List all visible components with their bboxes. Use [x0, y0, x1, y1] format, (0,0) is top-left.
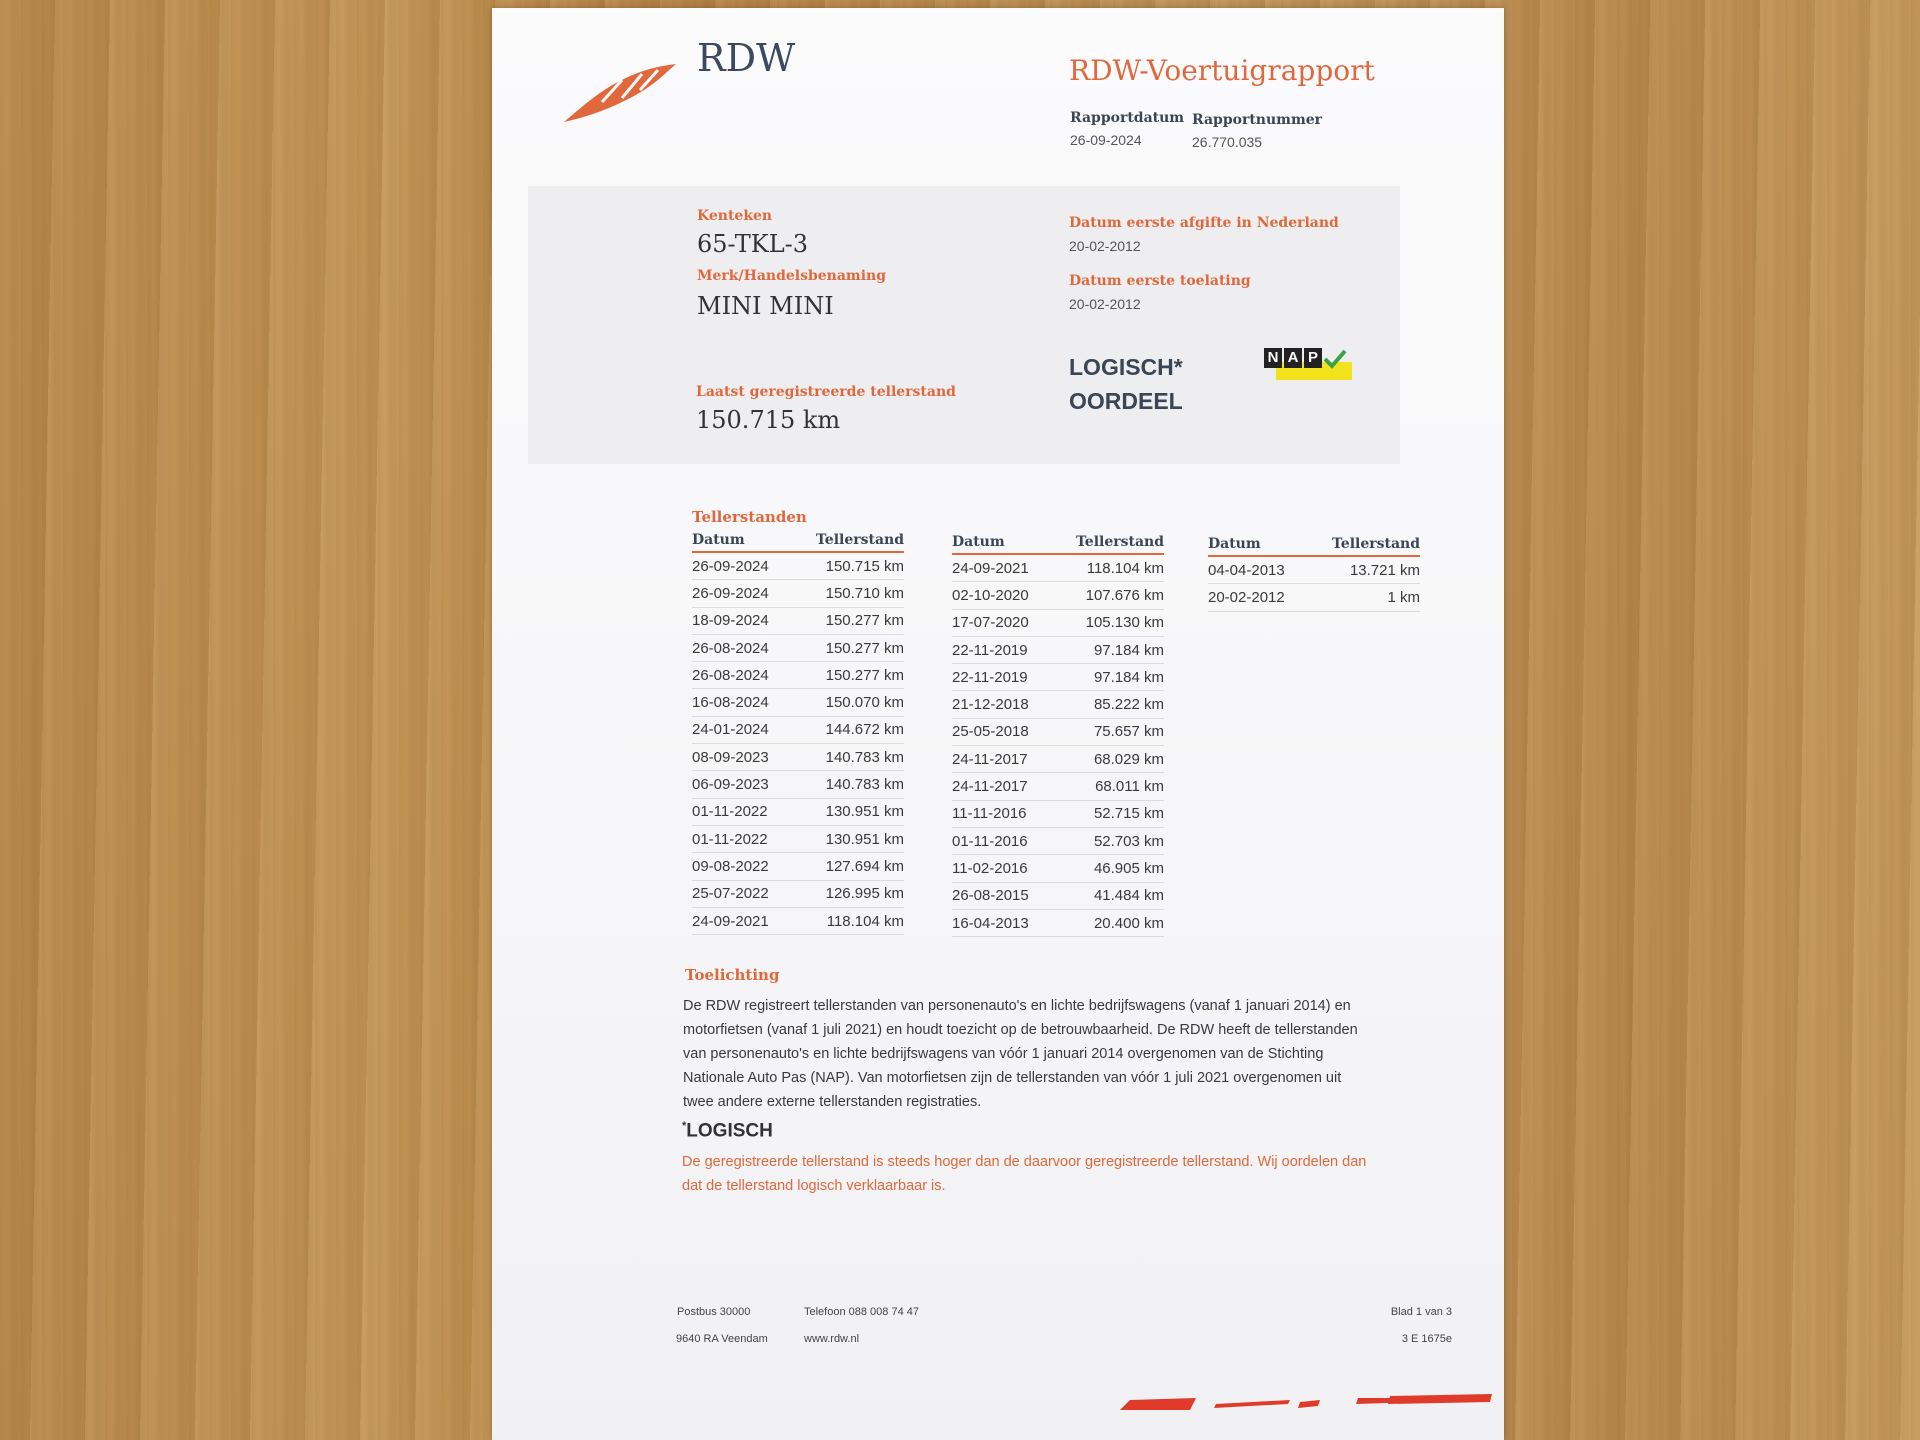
tellerstand-row	[952, 909, 1164, 936]
row-datum: 08-09-2023	[692, 744, 791, 771]
row-tellerstand: 150.277 km	[791, 607, 904, 634]
tellerstand-label: Laatst geregistreerde tellerstand	[696, 384, 956, 400]
row-tellerstand: 130.951 km	[791, 798, 904, 825]
row-tellerstand: 140.783 km	[791, 771, 904, 798]
merk-label: Merk/Handelsbenaming	[697, 268, 887, 284]
logisch-star: *	[682, 1120, 687, 1132]
footer-blad: Blad 1 van 3	[1390, 1306, 1452, 1318]
row-tellerstand: 118.104 km	[791, 907, 904, 934]
rapportdatum-label: Rapportdatum	[1070, 110, 1185, 126]
merk-value: MINI MINI	[697, 292, 834, 320]
row-tellerstand: 130.951 km	[791, 825, 904, 852]
tellerstand-row	[952, 664, 1164, 691]
tellerstand-row	[692, 607, 904, 634]
row-tellerstand: 46.905 km	[1051, 855, 1164, 882]
tellerstand-row	[952, 827, 1164, 854]
tellerstanden-table-2	[952, 534, 1164, 937]
logisch-title: LOGISCH	[686, 1120, 773, 1142]
row-datum: 02-10-2020	[952, 582, 1051, 609]
row-tellerstand: 68.011 km	[1051, 773, 1164, 800]
rapportnummer-value: 26.770.035	[1192, 134, 1263, 150]
rdw-logo-icon	[562, 58, 682, 128]
row-datum: 26-08-2024	[692, 634, 791, 661]
tellerstand-row	[692, 853, 904, 880]
tellerstand-row	[952, 636, 1164, 663]
col-datum-header: Datum	[692, 532, 791, 552]
tellerstanden-title: Tellerstanden	[692, 508, 807, 526]
decorative-stripes	[1120, 1392, 1500, 1412]
toelating-value: 20-02-2012	[1069, 296, 1141, 312]
col-tellerstand-header: Tellerstand	[1307, 536, 1420, 556]
row-tellerstand: 41.484 km	[1051, 882, 1164, 909]
oordeel-line-2: OORDEEL	[1069, 388, 1183, 414]
row-datum: 24-09-2021	[692, 907, 791, 934]
tellerstand-row	[692, 634, 904, 661]
kenteken-label: Kenteken	[697, 208, 773, 224]
tellerstand-row	[952, 582, 1164, 609]
row-tellerstand: 97.184 km	[1051, 664, 1164, 691]
row-datum: 26-08-2024	[692, 662, 791, 689]
tellerstand-row	[952, 554, 1164, 582]
footer-plaats: 9640 RA Veendam	[676, 1333, 768, 1345]
nap-badge	[1264, 348, 1352, 382]
logisch-heading	[682, 1120, 773, 1142]
tellerstand-row	[952, 773, 1164, 800]
row-datum: 24-01-2024	[692, 716, 791, 743]
row-datum: 09-08-2022	[692, 853, 791, 880]
row-tellerstand: 1 km	[1307, 584, 1420, 611]
row-datum: 26-08-2015	[952, 882, 1051, 909]
toelichting-line: motorfietsen (vanaf 1 juli 2021) en houdt toezicht op de betrouwbaarheid. De RDW heeft de tellerstanden	[683, 1022, 1358, 1038]
row-tellerstand: 140.783 km	[791, 744, 904, 771]
toelichting-title: Toelichting	[685, 966, 780, 984]
report-title: RDW-Voertuigrapport	[1069, 54, 1375, 87]
logo-text: RDW	[697, 36, 796, 80]
row-tellerstand: 20.400 km	[1051, 909, 1164, 936]
row-datum: 11-11-2016	[952, 800, 1051, 827]
tellerstand-row	[692, 744, 904, 771]
row-datum: 22-11-2019	[952, 636, 1051, 663]
footer-postbus: Postbus 30000	[677, 1306, 751, 1318]
logisch-text	[682, 1150, 1482, 1198]
row-tellerstand: 126.995 km	[791, 880, 904, 907]
row-tellerstand: 144.672 km	[791, 716, 904, 743]
tellerstand-row	[692, 798, 904, 825]
col-tellerstand-header: Tellerstand	[791, 532, 904, 552]
row-datum: 04-04-2013	[1208, 556, 1307, 584]
row-datum: 26-09-2024	[692, 552, 791, 580]
row-tellerstand: 150.715 km	[791, 552, 904, 580]
row-datum: 22-11-2019	[952, 664, 1051, 691]
rapportnummer-label: Rapportnummer	[1192, 112, 1323, 128]
report-page	[492, 8, 1504, 1440]
tellerstand-row	[692, 880, 904, 907]
tellerstand-row	[692, 689, 904, 716]
row-datum: 11-02-2016	[952, 855, 1051, 882]
nap-letter: A	[1284, 348, 1302, 368]
col-datum-header: Datum	[952, 534, 1051, 554]
row-datum: 01-11-2022	[692, 798, 791, 825]
toelichting-text	[683, 994, 1483, 1114]
tellerstand-row	[692, 552, 904, 580]
row-datum: 25-07-2022	[692, 880, 791, 907]
row-tellerstand: 107.676 km	[1051, 582, 1164, 609]
row-tellerstand: 85.222 km	[1051, 691, 1164, 718]
row-datum: 26-09-2024	[692, 580, 791, 607]
row-tellerstand: 75.657 km	[1051, 718, 1164, 745]
row-datum: 18-09-2024	[692, 607, 791, 634]
tellerstanden-table-3	[1208, 536, 1420, 612]
row-datum: 06-09-2023	[692, 771, 791, 798]
row-tellerstand: 105.130 km	[1051, 609, 1164, 636]
tellerstanden-table-1	[692, 532, 904, 935]
row-tellerstand: 52.703 km	[1051, 827, 1164, 854]
logisch-line: De geregistreerde tellerstand is steeds hoger dan de daarvoor geregistreerde tellerstand. Wij oordelen dan	[682, 1154, 1367, 1170]
footer-telefoon: Telefoon 088 008 74 47	[804, 1306, 919, 1318]
tellerstand-value: 150.715 km	[696, 406, 841, 434]
kenteken-value: 65-TKL-3	[697, 230, 809, 258]
row-tellerstand: 150.277 km	[791, 662, 904, 689]
logisch-line: dat de tellerstand logisch verklaarbaar is.	[682, 1178, 946, 1194]
oordeel-line-1: LOGISCH*	[1069, 354, 1183, 380]
col-tellerstand-header: Tellerstand	[1051, 534, 1164, 554]
row-tellerstand: 150.070 km	[791, 689, 904, 716]
toelichting-line: Nationale Auto Pas (NAP). Van motorfietsen zijn de tellerstanden van vóór 1 juli 2021 overgenomen uit	[683, 1070, 1342, 1086]
toelichting-line: twee andere externe tellerstanden registraties.	[683, 1094, 982, 1110]
footer-code: 3 E 1675e	[1401, 1333, 1452, 1345]
tellerstand-row	[952, 882, 1164, 909]
row-datum: 25-05-2018	[952, 718, 1051, 745]
row-tellerstand: 13.721 km	[1307, 556, 1420, 584]
row-tellerstand: 68.029 km	[1051, 746, 1164, 773]
tellerstand-row	[1208, 584, 1420, 611]
row-datum: 21-12-2018	[952, 691, 1051, 718]
tellerstand-row	[952, 609, 1164, 636]
toelichting-line: van personenauto's en lichte bedrijfswagens van vóór 1 januari 2014 overgenomen van de Stichting	[683, 1046, 1324, 1062]
row-tellerstand: 150.710 km	[791, 580, 904, 607]
tellerstand-row	[952, 718, 1164, 745]
row-datum: 20-02-2012	[1208, 584, 1307, 611]
toelating-label: Datum eerste toelating	[1069, 273, 1251, 289]
row-datum: 24-09-2021	[952, 554, 1051, 582]
row-datum: 24-11-2017	[952, 746, 1051, 773]
checkmark-icon	[1322, 348, 1348, 370]
tellerstand-row	[952, 800, 1164, 827]
row-datum: 01-11-2016	[952, 827, 1051, 854]
tellerstand-row	[692, 580, 904, 607]
row-tellerstand: 97.184 km	[1051, 636, 1164, 663]
tellerstand-row	[692, 662, 904, 689]
tellerstand-row	[952, 691, 1164, 718]
row-datum: 16-04-2013	[952, 909, 1051, 936]
oordeel-block	[1069, 350, 1183, 418]
tellerstand-row	[692, 907, 904, 934]
row-datum: 17-07-2020	[952, 609, 1051, 636]
afgifte-value: 20-02-2012	[1069, 238, 1141, 254]
row-tellerstand: 118.104 km	[1051, 554, 1164, 582]
tellerstand-row	[692, 771, 904, 798]
footer-website[interactable]: www.rdw.nl	[804, 1333, 860, 1345]
row-tellerstand: 127.694 km	[791, 853, 904, 880]
row-datum: 16-08-2024	[692, 689, 791, 716]
nap-letter: P	[1304, 348, 1322, 368]
row-datum: 01-11-2022	[692, 825, 791, 852]
tellerstand-row	[952, 746, 1164, 773]
tellerstand-row	[1208, 556, 1420, 584]
nap-letter: N	[1264, 348, 1282, 368]
tellerstand-row	[952, 855, 1164, 882]
tellerstand-row	[692, 716, 904, 743]
toelichting-line: De RDW registreert tellerstanden van personenauto's en lichte bedrijfswagens (vanaf 1 januari 2014) en	[683, 998, 1351, 1014]
tellerstand-row	[692, 825, 904, 852]
row-tellerstand: 52.715 km	[1051, 800, 1164, 827]
row-tellerstand: 150.277 km	[791, 634, 904, 661]
rapportdatum-value: 26-09-2024	[1070, 132, 1142, 148]
afgifte-label: Datum eerste afgifte in Nederland	[1069, 215, 1339, 231]
col-datum-header: Datum	[1208, 536, 1307, 556]
row-datum: 24-11-2017	[952, 773, 1051, 800]
